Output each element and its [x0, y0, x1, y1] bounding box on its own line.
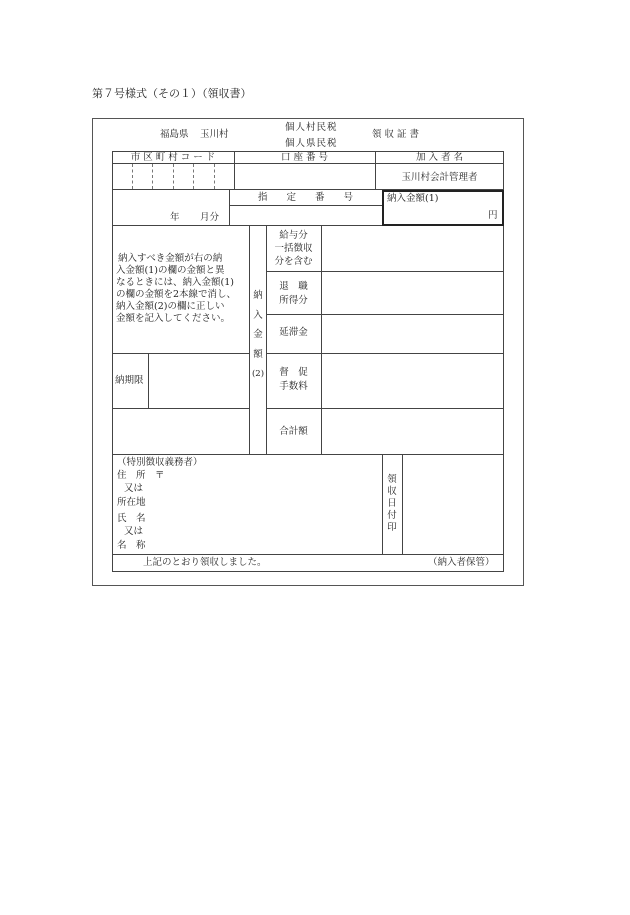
village-label: 玉川村: [200, 129, 229, 140]
deadline-label: 納期限: [115, 375, 144, 386]
rule-retirement: [266, 314, 504, 315]
stamp-char: 日: [387, 498, 397, 509]
rule-instructions: [112, 353, 249, 354]
stamp-char: 領: [387, 474, 397, 485]
late-fee-label: 延滞金: [279, 327, 308, 338]
rule-footer: [112, 554, 504, 555]
location-label: 所在地: [117, 497, 146, 508]
address-label: 住 所 〒: [117, 470, 165, 481]
or-label: 又は: [124, 526, 144, 537]
rule-row1: [112, 189, 382, 190]
amount2-char: 額: [253, 349, 263, 360]
rule-designated: [229, 205, 382, 206]
or-label: 又は: [124, 483, 144, 494]
name-label: 氏 名: [117, 513, 146, 524]
received-note: 上記のとおり領収しました。: [143, 557, 267, 568]
year-label: 年: [170, 212, 180, 223]
yen-label: 円: [488, 210, 498, 221]
instruction-line: の欄の金額を2本線で消し、: [116, 289, 237, 300]
rule-col-d: [249, 225, 250, 454]
rule-late-fee: [266, 353, 504, 354]
rule-col-g: [382, 454, 383, 554]
salary-label: 給与分: [279, 230, 308, 241]
rule-col-deadline: [148, 353, 149, 408]
subscriber-name: 玉川村会計管理者: [401, 172, 478, 183]
rule-deadline: [112, 408, 249, 409]
obligor-title: （特別徴収義務者）: [117, 457, 203, 468]
instruction-line: 納入すべき金額が右の納: [118, 253, 223, 264]
rule-salary: [266, 271, 504, 272]
amount2-char: 納: [253, 290, 263, 301]
month-label: 月分: [200, 212, 220, 223]
amount2-char: 入: [253, 310, 263, 321]
rule-col-h: [402, 454, 403, 554]
reminder-fee-label: 手数料: [279, 381, 308, 392]
amount2-char: (2): [251, 369, 265, 379]
subscriber-header: 加 入 者 名: [415, 152, 464, 163]
designated-number-label: 指 定 番 号: [257, 192, 353, 203]
reminder-fee-label: 督 促: [279, 367, 308, 378]
code-divider: [193, 164, 194, 189]
rule-totals: [112, 454, 504, 455]
prefecture-label: 福島県: [160, 129, 189, 140]
title-label: 名 称: [117, 540, 146, 551]
retirement-label: 所得分: [279, 295, 308, 306]
form-number-title: 第７号様式（その１）（領収書）: [92, 87, 252, 100]
code-divider: [132, 164, 133, 189]
instruction-line: 納入金額(2)の欄に正しい: [116, 301, 225, 312]
salary-label: 分を含む: [274, 256, 313, 267]
city-code-header: 市 区 町 村 コ ー ド: [130, 152, 216, 163]
salary-label: 一括徴収: [274, 243, 313, 254]
retirement-label: 退 職: [279, 281, 308, 292]
tax-type-prefecture: 個人県民税: [285, 138, 338, 149]
stamp-char: 印: [387, 522, 397, 533]
amount2-char: 金: [253, 329, 263, 340]
account-number-header: 口 座 番 号: [280, 152, 329, 163]
total-label: 合計額: [279, 426, 308, 437]
instruction-line: なるときには、納入金額(1): [116, 277, 234, 288]
document-title: 領 収 証 書: [372, 129, 420, 140]
rule-reminder: [266, 408, 504, 409]
amount1-label: 納入金額(1): [387, 193, 439, 204]
code-divider: [214, 164, 215, 189]
keeper-note: （納入者保管）: [428, 557, 495, 568]
stamp-char: 付: [387, 510, 397, 521]
stamp-char: 収: [387, 486, 397, 497]
tax-type-village: 個人村民税: [285, 122, 338, 133]
code-divider: [152, 164, 153, 189]
instruction-line: 金額を記入してください。: [116, 313, 231, 324]
code-divider: [173, 164, 174, 189]
instruction-line: 入金額(1)の欄の金額と異: [116, 265, 225, 276]
rule-col-f: [321, 225, 322, 454]
